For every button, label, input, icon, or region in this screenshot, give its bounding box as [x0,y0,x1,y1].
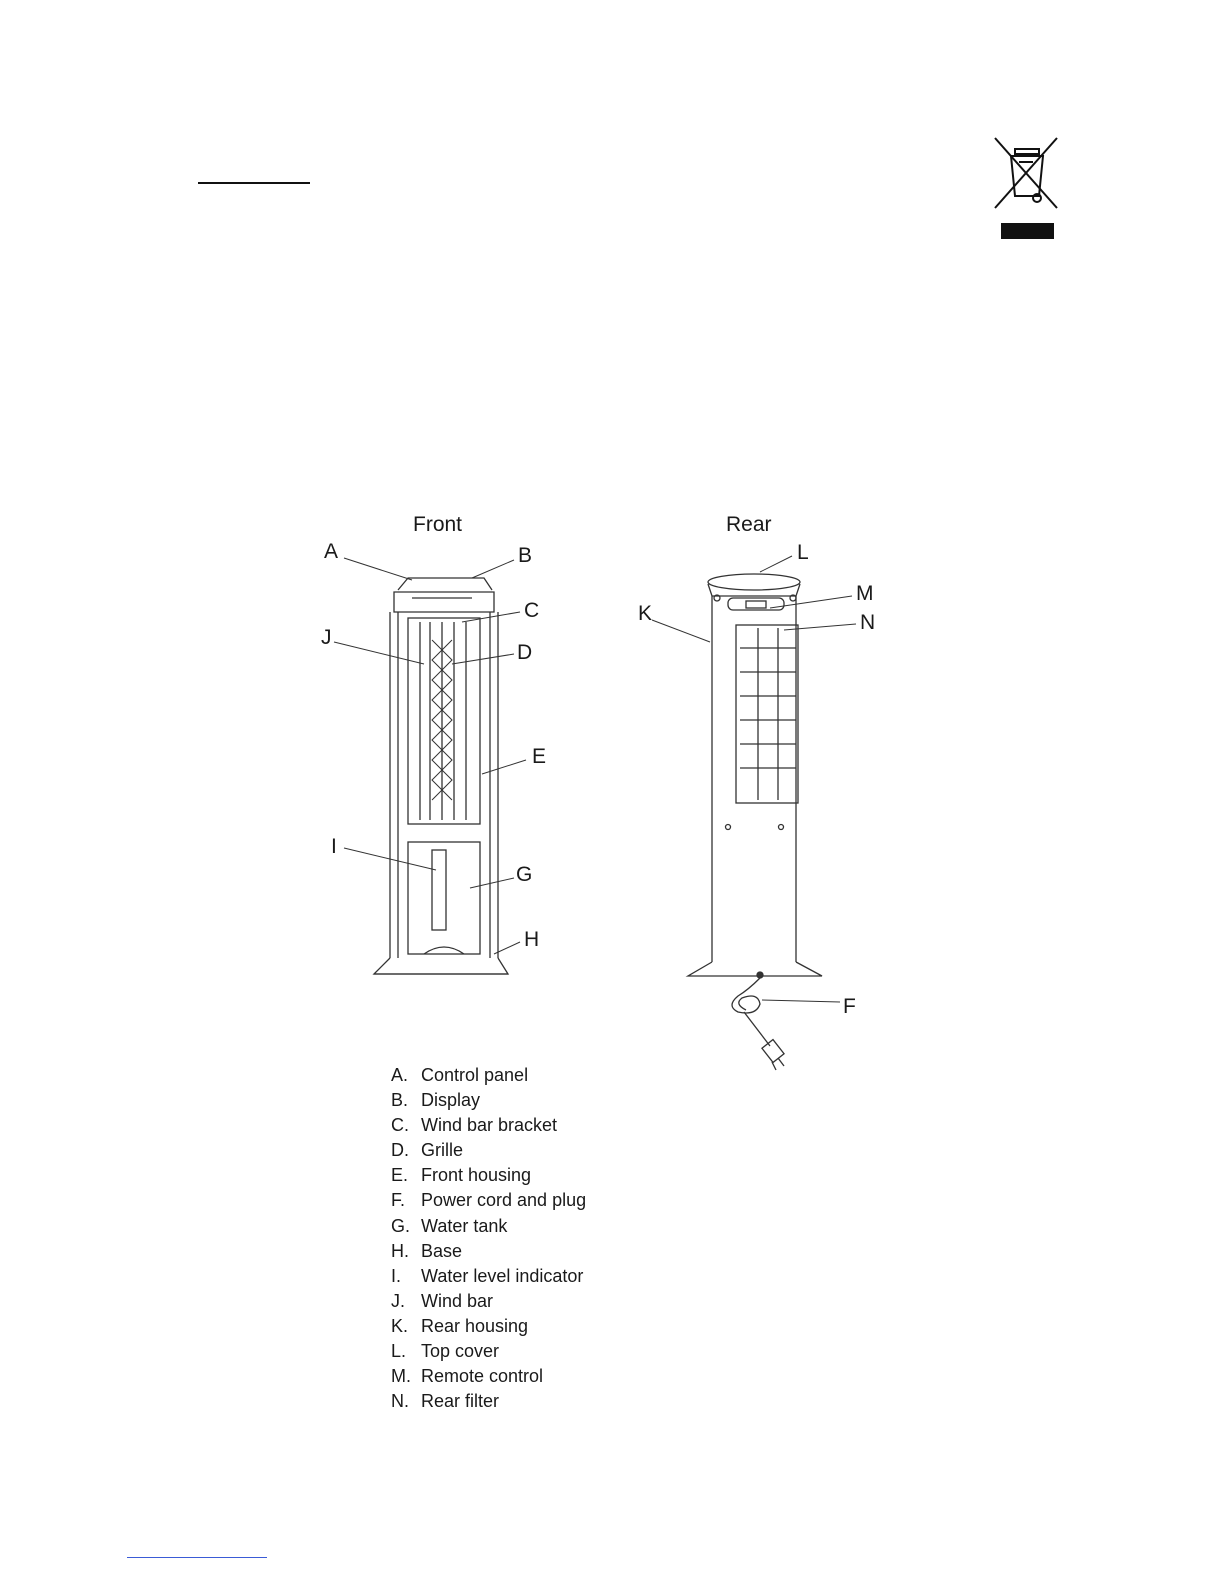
callout-a: A [324,540,339,563]
rear-view-title: Rear [726,513,772,536]
callout-i: I [331,835,337,858]
parts-legend [391,1063,586,1414]
legend-item: I. Water level indicator [391,1265,584,1286]
callout-b: B [518,544,533,567]
callout-c: C [524,599,540,622]
callout-m: M [856,582,874,605]
callout-g: G [516,863,533,886]
legend-item: D. Grille [391,1140,464,1161]
legend-item: F. Power cord and plug [391,1190,587,1211]
legend-item: H. Base [391,1240,463,1261]
legend-item: C. Wind bar bracket [391,1115,558,1136]
callout-n: N [860,611,876,634]
callout-d: D [517,641,533,664]
callout-k: K [638,602,653,625]
legend-item: N. Rear filter [391,1391,500,1412]
footer-link-underline[interactable] [127,1557,267,1558]
rear-view-drawing [688,574,822,1070]
legend-item: M. Remote control [391,1366,544,1387]
callout-h: H [524,928,540,951]
callout-e: E [532,745,547,768]
legend-item: K. Rear housing [391,1315,529,1336]
legend-item: B. Display [391,1090,481,1111]
callout-f: F [843,995,856,1018]
legend-item: J. Wind bar [391,1290,494,1311]
callout-j: J [321,626,332,649]
callout-l: L [797,541,809,564]
front-view-title: Front [413,513,463,536]
legend-item: E. Front housing [391,1165,532,1186]
legend-item: L. Top cover [391,1341,500,1362]
legend-item: G. Water tank [391,1215,508,1236]
legend-item: A. Control panel [391,1065,529,1085]
front-view-drawing [374,578,508,974]
